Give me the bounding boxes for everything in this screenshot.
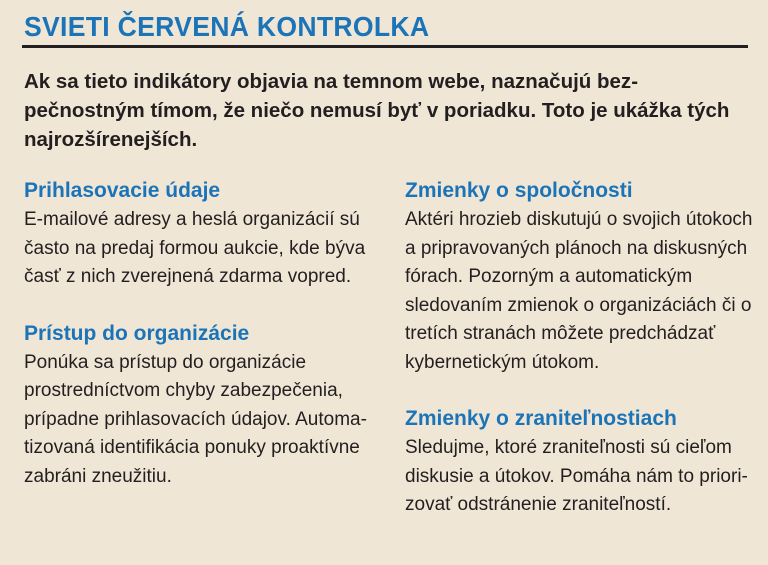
section-company-mentions bbox=[405, 176, 757, 377]
section-vulnerability-mentions bbox=[405, 404, 757, 520]
section-body: Aktéri hrozieb diskutujú o svojich útokoch a pripravovaných plánoch na diskusných fórach. Pozorným a automatickým sledovaním zmienok o organizáciách či o tretích stranách môžete predchádzať kybernetickým útokom. bbox=[405, 209, 753, 373]
section-heading: Prihlasovacie údaje bbox=[24, 179, 221, 202]
section-heading: Prístup do organizácie bbox=[24, 321, 250, 345]
left-column bbox=[24, 176, 374, 518]
section-login-credentials bbox=[24, 176, 374, 292]
section-heading: Zmienky o zraniteľnostiach bbox=[405, 407, 677, 430]
section-heading: Zmienky o spoločnosti bbox=[405, 179, 633, 202]
right-column bbox=[405, 176, 757, 547]
section-organization-access bbox=[24, 319, 374, 492]
section-body: Sledujme, ktoré zraniteľnosti sú cieľom diskusie a útokov. Pomáha nám to priorizovať odstránenie zraniteľností. bbox=[405, 437, 748, 515]
infobox-title: SVIETI ČERVENÁ KONTROLKA bbox=[24, 11, 430, 42]
section-body: E-mailové adresy a heslá organizácií sú často na predaj formou aukcie, kde býva časť z nich zverejnená zdarma vopred. bbox=[24, 209, 366, 287]
title-divider bbox=[22, 45, 748, 48]
section-body: Ponúka sa prístup do organizácie prostredníctvom chyby zabezpečenia, prípadne prihlasovacích údajov. Automatizovaná identifikácia ponuky proaktívne zabráni zneužitiu. bbox=[24, 351, 367, 487]
intro-paragraph: Ak sa tieto indikátory objavia na temnom webe, naznačujú bezpečnostným tímom, že niečo nemusí byť v poriadku. Toto je ukážka tých najrozšírenejších. bbox=[24, 70, 730, 151]
